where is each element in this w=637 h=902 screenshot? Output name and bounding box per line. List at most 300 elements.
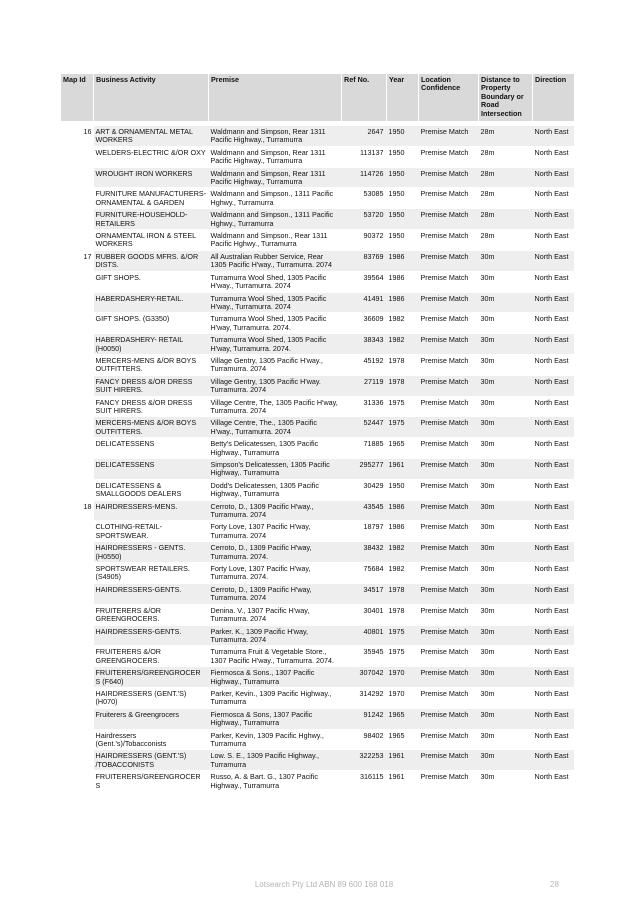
ref-no-cell: 295277: [342, 459, 387, 480]
distance-cell: 28m: [479, 126, 533, 146]
map-id-cell: [61, 542, 94, 563]
map-id-cell: [61, 563, 94, 584]
year-cell: 1978: [387, 354, 419, 375]
map-id-cell: [61, 292, 94, 313]
direction-cell: North East: [533, 230, 574, 251]
year-cell: 1986: [387, 521, 419, 542]
direction-cell: North East: [533, 563, 574, 584]
distance-cell: 30m: [479, 459, 533, 480]
table-row: [61, 604, 574, 625]
business-activity-cell: CLOTHING-RETAIL-SPORTSWEAR.: [94, 521, 209, 542]
distance-cell: 30m: [479, 583, 533, 604]
direction-cell: North East: [533, 375, 574, 396]
premise-cell: Parker, Kevin., 1309 Pacific Highway., Turramurra: [209, 687, 342, 708]
ref-no-cell: 322253: [342, 750, 387, 771]
location-confidence-cell: Premise Match: [419, 146, 479, 167]
year-cell: 1950: [387, 479, 419, 500]
direction-cell: North East: [533, 521, 574, 542]
table-row: [61, 542, 574, 563]
ref-no-cell: 75684: [342, 563, 387, 584]
business-activity-cell: FANCY DRESS &/OR DRESS SUIT HIRERS.: [94, 375, 209, 396]
premise-cell: Betty's Delicatessen, 1305 Pacific Highway., Turramurra: [209, 438, 342, 459]
direction-cell: North East: [533, 667, 574, 688]
year-cell: 1950: [387, 146, 419, 167]
header-distance: Distance to Property Boundary or Road Intersection: [479, 74, 533, 121]
business-activity-cell: HABERDASHERY-RETAIL.: [94, 292, 209, 313]
location-confidence-cell: Premise Match: [419, 771, 479, 792]
year-cell: 1950: [387, 126, 419, 146]
table-row: [61, 687, 574, 708]
distance-cell: 30m: [479, 334, 533, 355]
business-activity-cell: FRUITERERS/GREENGROCER S: [94, 771, 209, 792]
business-activity-cell: HAIRDRESSERS-MENS.: [94, 500, 209, 521]
map-id-cell: [61, 334, 94, 355]
ref-no-cell: 2647: [342, 126, 387, 146]
distance-cell: 30m: [479, 667, 533, 688]
year-cell: 1970: [387, 667, 419, 688]
direction-cell: North East: [533, 209, 574, 230]
table-row: [61, 417, 574, 438]
year-cell: 1975: [387, 396, 419, 417]
table-row: [61, 625, 574, 646]
map-id-cell: [61, 708, 94, 729]
direction-cell: North East: [533, 313, 574, 334]
business-activity-cell: SPORTSWEAR RETAILERS. (S4905): [94, 563, 209, 584]
year-cell: 1986: [387, 271, 419, 292]
location-confidence-cell: Premise Match: [419, 459, 479, 480]
premise-cell: Waldmann and Simpson, Rear 1311 Pacific Highway., Turramurra: [209, 146, 342, 167]
ref-no-cell: 43545: [342, 500, 387, 521]
ref-no-cell: 71885: [342, 438, 387, 459]
header-year: Year: [387, 74, 419, 121]
premise-cell: Cerroto, D., 1309 Pacific H'way., Turramurra. 2074: [209, 500, 342, 521]
premise-cell: Village Centre, The, 1305 Pacific H'way, Turramurra. 2074: [209, 396, 342, 417]
map-id-cell: [61, 396, 94, 417]
location-confidence-cell: Premise Match: [419, 521, 479, 542]
year-cell: 1961: [387, 459, 419, 480]
year-cell: 1961: [387, 750, 419, 771]
direction-cell: North East: [533, 146, 574, 167]
ref-no-cell: 39564: [342, 271, 387, 292]
business-activity-cell: DELICATESSENS: [94, 438, 209, 459]
premise-cell: Russo, A. & Bart. G., 1307 Pacific Highway., Turramurra: [209, 771, 342, 792]
direction-cell: North East: [533, 250, 574, 271]
premise-cell: Turramurra Wool Shed, 1305 Pacific H'way., Turramurra. 2074: [209, 271, 342, 292]
direction-cell: North East: [533, 126, 574, 146]
map-id-cell: 16: [61, 126, 94, 146]
ref-no-cell: 314292: [342, 687, 387, 708]
table-row: [61, 250, 574, 271]
table-row: [61, 438, 574, 459]
ref-no-cell: 36609: [342, 313, 387, 334]
distance-cell: 30m: [479, 687, 533, 708]
table-row: [61, 459, 574, 480]
premise-cell: Turramurra Wool Shed, 1305 Pacific H'way, Turramurra. 2074.: [209, 334, 342, 355]
direction-cell: North East: [533, 708, 574, 729]
page-number: 28: [550, 880, 559, 889]
map-id-cell: [61, 313, 94, 334]
map-id-cell: [61, 583, 94, 604]
table-row: [61, 521, 574, 542]
table-row: [61, 292, 574, 313]
map-id-cell: [61, 479, 94, 500]
year-cell: 1975: [387, 417, 419, 438]
direction-cell: North East: [533, 750, 574, 771]
distance-cell: 30m: [479, 250, 533, 271]
business-activity-cell: FURNITURE MANUFACTURERS-ORNAMENTAL & GARDEN: [94, 188, 209, 209]
distance-cell: 30m: [479, 438, 533, 459]
location-confidence-cell: Premise Match: [419, 250, 479, 271]
business-activity-cell: Hairdressers (Gent.'s)/Tobacconists: [94, 729, 209, 750]
location-confidence-cell: Premise Match: [419, 167, 479, 188]
year-cell: 1978: [387, 583, 419, 604]
direction-cell: North East: [533, 292, 574, 313]
distance-cell: 30m: [479, 771, 533, 792]
table-row: [61, 271, 574, 292]
location-confidence-cell: Premise Match: [419, 542, 479, 563]
map-id-cell: [61, 271, 94, 292]
business-activity-cell: FRUITERERS &/OR GREENGROCERS.: [94, 604, 209, 625]
distance-cell: 30m: [479, 479, 533, 500]
map-id-cell: [61, 604, 94, 625]
map-id-cell: [61, 417, 94, 438]
location-confidence-cell: Premise Match: [419, 646, 479, 667]
footer-company: Lotsearch Pty Ltd ABN 89 600 168 018: [254, 880, 394, 889]
map-id-cell: [61, 687, 94, 708]
location-confidence-cell: Premise Match: [419, 313, 479, 334]
header-ref-no: Ref No.: [342, 74, 387, 121]
ref-no-cell: 114726: [342, 167, 387, 188]
location-confidence-cell: Premise Match: [419, 563, 479, 584]
table-row: [61, 396, 574, 417]
premise-cell: Turramurra Wool Shed, 1305 Pacific H'way, Turramurra. 2074.: [209, 313, 342, 334]
direction-cell: North East: [533, 271, 574, 292]
table-row: [61, 500, 574, 521]
year-cell: 1982: [387, 334, 419, 355]
business-directory-table: [60, 74, 574, 792]
map-id-cell: [61, 167, 94, 188]
year-cell: 1950: [387, 188, 419, 209]
map-id-cell: 17: [61, 250, 94, 271]
location-confidence-cell: Premise Match: [419, 417, 479, 438]
table-row: [61, 313, 574, 334]
table-row: [61, 167, 574, 188]
ref-no-cell: 30429: [342, 479, 387, 500]
premise-cell: Forty Love, 1307 Pacific H'way, Turramurra. 2074: [209, 521, 342, 542]
direction-cell: North East: [533, 583, 574, 604]
premise-cell: Waldmann and Simpson., 1311 Pacific Hghwy., Turramurra: [209, 188, 342, 209]
location-confidence-cell: Premise Match: [419, 583, 479, 604]
table-header-row: [61, 74, 574, 121]
business-activity-cell: RUBBER GOODS MFRS. &/OR DISTS.: [94, 250, 209, 271]
table-row: [61, 188, 574, 209]
distance-cell: 30m: [479, 417, 533, 438]
distance-cell: 30m: [479, 646, 533, 667]
premise-cell: Waldmann and Simpson., 1311 Pacific Hghwy., Turramurra: [209, 209, 342, 230]
header-direction: Direction: [533, 74, 574, 121]
business-activity-cell: ORNAMENTAL IRON & STEEL WORKERS: [94, 230, 209, 251]
direction-cell: North East: [533, 396, 574, 417]
map-id-cell: [61, 750, 94, 771]
distance-cell: 28m: [479, 209, 533, 230]
year-cell: 1965: [387, 708, 419, 729]
premise-cell: Waldmann and Simpson, Rear 1311 Pacific Highway., Turramurra: [209, 126, 342, 146]
table-row: [61, 126, 574, 146]
direction-cell: North East: [533, 771, 574, 792]
distance-cell: 30m: [479, 354, 533, 375]
map-id-cell: [61, 209, 94, 230]
premise-cell: Denina. V., 1307 Pacific H'way, Turramurra. 2074: [209, 604, 342, 625]
map-id-cell: [61, 438, 94, 459]
distance-cell: 30m: [479, 375, 533, 396]
table-row: [61, 750, 574, 771]
premise-cell: Low. S. E., 1309 Pacific Highway., Turramurra: [209, 750, 342, 771]
location-confidence-cell: Premise Match: [419, 625, 479, 646]
map-id-cell: [61, 188, 94, 209]
direction-cell: North East: [533, 354, 574, 375]
business-activity-cell: FRUITERERS/GREENGROCER S (F640): [94, 667, 209, 688]
table-row: [61, 146, 574, 167]
distance-cell: 30m: [479, 604, 533, 625]
table-row: [61, 563, 574, 584]
business-activity-cell: HAIRDRESSERS-GENTS.: [94, 583, 209, 604]
header-business-activity: Business Activity: [94, 74, 209, 121]
location-confidence-cell: Premise Match: [419, 354, 479, 375]
table-row: [61, 646, 574, 667]
business-activity-cell: HAIRDRESSERS (GENT.'S) /TOBACCONISTS: [94, 750, 209, 771]
business-activity-cell: MERCERS-MENS &/OR BOYS OUTFITTERS.: [94, 354, 209, 375]
premise-cell: Village Gentry, 1305 Pacific H'way., Turramurra. 2074: [209, 354, 342, 375]
ref-no-cell: 38343: [342, 334, 387, 355]
ref-no-cell: 40801: [342, 625, 387, 646]
location-confidence-cell: Premise Match: [419, 687, 479, 708]
premise-cell: Simpson's Delicatessen, 1305 Pacific Highway,. Turramurra: [209, 459, 342, 480]
ref-no-cell: 30401: [342, 604, 387, 625]
location-confidence-cell: Premise Match: [419, 292, 479, 313]
premise-cell: Turramurra Wool Shed, 1305 Pacific H'way., Turramurra. 2074: [209, 292, 342, 313]
location-confidence-cell: Premise Match: [419, 126, 479, 146]
premise-cell: Waldmann and Simpson., Rear 1311 Pacific Hghwy., Turramurra: [209, 230, 342, 251]
map-id-cell: [61, 729, 94, 750]
year-cell: 1982: [387, 542, 419, 563]
year-cell: 1965: [387, 438, 419, 459]
distance-cell: 30m: [479, 500, 533, 521]
ref-no-cell: 18797: [342, 521, 387, 542]
distance-cell: 30m: [479, 708, 533, 729]
distance-cell: 30m: [479, 271, 533, 292]
business-activity-cell: Fruiterers & Greengrocers: [94, 708, 209, 729]
distance-cell: 28m: [479, 146, 533, 167]
business-activity-cell: FANCY DRESS &/OR DRESS SUIT HIRERS.: [94, 396, 209, 417]
year-cell: 1982: [387, 563, 419, 584]
table-row: [61, 375, 574, 396]
ref-no-cell: 53720: [342, 209, 387, 230]
direction-cell: North East: [533, 542, 574, 563]
year-cell: 1982: [387, 313, 419, 334]
direction-cell: North East: [533, 417, 574, 438]
distance-cell: 28m: [479, 230, 533, 251]
business-activity-cell: FURNITURE-HOUSEHOLD-RETAILERS: [94, 209, 209, 230]
location-confidence-cell: Premise Match: [419, 708, 479, 729]
business-activity-cell: MERCERS-MENS &/OR BOYS OUTFITTERS.: [94, 417, 209, 438]
map-id-cell: [61, 375, 94, 396]
business-activity-cell: HAIRDRESSERS - GENTS. (H0550): [94, 542, 209, 563]
header-map-id: Map Id: [61, 74, 94, 121]
business-activity-cell: DELICATESSENS & SMALLGOODS DEALERS: [94, 479, 209, 500]
ref-no-cell: 316115: [342, 771, 387, 792]
map-id-cell: [61, 146, 94, 167]
year-cell: 1978: [387, 375, 419, 396]
business-activity-cell: ART & ORNAMENTAL METAL WORKERS: [94, 126, 209, 146]
location-confidence-cell: Premise Match: [419, 375, 479, 396]
header-location-confidence: Location Confidence: [419, 74, 479, 121]
map-id-cell: 18: [61, 500, 94, 521]
year-cell: 1986: [387, 500, 419, 521]
ref-no-cell: 91242: [342, 708, 387, 729]
premise-cell: Cerroto, D., 1309 Pacific H'way, Turramurra. 2074.: [209, 542, 342, 563]
distance-cell: 28m: [479, 188, 533, 209]
table-row: [61, 354, 574, 375]
map-id-cell: [61, 459, 94, 480]
table-row: [61, 708, 574, 729]
location-confidence-cell: Premise Match: [419, 396, 479, 417]
year-cell: 1961: [387, 771, 419, 792]
direction-cell: North East: [533, 167, 574, 188]
table-row: [61, 209, 574, 230]
table-row: [61, 230, 574, 251]
premise-cell: Fiermosca & Sons, 1307 Pacific Highway., Turramurra: [209, 708, 342, 729]
business-activity-cell: FRUITERERS &/OR GREENGROCERS.: [94, 646, 209, 667]
distance-cell: 30m: [479, 542, 533, 563]
ref-no-cell: 31336: [342, 396, 387, 417]
business-activity-cell: HAIRDRESSERS (GENT.'S) (H070): [94, 687, 209, 708]
map-id-cell: [61, 667, 94, 688]
location-confidence-cell: Premise Match: [419, 209, 479, 230]
direction-cell: North East: [533, 479, 574, 500]
business-activity-cell: GIFT SHOPS.: [94, 271, 209, 292]
ref-no-cell: 98402: [342, 729, 387, 750]
year-cell: 1978: [387, 604, 419, 625]
ref-no-cell: 307042: [342, 667, 387, 688]
direction-cell: North East: [533, 438, 574, 459]
map-id-cell: [61, 230, 94, 251]
direction-cell: North East: [533, 729, 574, 750]
location-confidence-cell: Premise Match: [419, 667, 479, 688]
premise-cell: Cerroto, D., 1309 Pacific H'way, Turramurra. 2074: [209, 583, 342, 604]
distance-cell: 30m: [479, 625, 533, 646]
year-cell: 1986: [387, 292, 419, 313]
distance-cell: 30m: [479, 750, 533, 771]
distance-cell: 30m: [479, 521, 533, 542]
table-row: [61, 479, 574, 500]
year-cell: 1975: [387, 646, 419, 667]
direction-cell: North East: [533, 646, 574, 667]
year-cell: 1975: [387, 625, 419, 646]
premise-cell: Turramurra Fruit & Vegetable Store., 1307 Pacific H'way., Turramurra. 2074.: [209, 646, 342, 667]
location-confidence-cell: Premise Match: [419, 230, 479, 251]
table-row: [61, 667, 574, 688]
distance-cell: 30m: [479, 729, 533, 750]
direction-cell: North East: [533, 334, 574, 355]
premise-cell: Village Gentry, 1305 Pacific H'way. Turramurra. 2074: [209, 375, 342, 396]
distance-cell: 30m: [479, 563, 533, 584]
premise-cell: Forty Love, 1307 Pacific H'way, Turramurra. 2074.: [209, 563, 342, 584]
location-confidence-cell: Premise Match: [419, 729, 479, 750]
ref-no-cell: 27119: [342, 375, 387, 396]
business-activity-cell: WROUGHT IRON WORKERS: [94, 167, 209, 188]
map-id-cell: [61, 521, 94, 542]
location-confidence-cell: Premise Match: [419, 438, 479, 459]
ref-no-cell: 52447: [342, 417, 387, 438]
premise-cell: Dodd's Delicatessen, 1305 Pacific Highway., Turramurra: [209, 479, 342, 500]
location-confidence-cell: Premise Match: [419, 604, 479, 625]
premise-cell: All Australian Rubber Service, Rear 1305 Pacific H'way., Turramurra. 2074: [209, 250, 342, 271]
premise-cell: Parker. K., 1309 Pacific H'way, Turramurra. 2074: [209, 625, 342, 646]
map-id-cell: [61, 646, 94, 667]
year-cell: 1986: [387, 250, 419, 271]
business-activity-cell: GIFT SHOPS. (G3350): [94, 313, 209, 334]
distance-cell: 30m: [479, 313, 533, 334]
distance-cell: 28m: [479, 167, 533, 188]
ref-no-cell: 38432: [342, 542, 387, 563]
location-confidence-cell: Premise Match: [419, 479, 479, 500]
distance-cell: 30m: [479, 396, 533, 417]
premise-cell: Fiermosca & Sons., 1307 Pacific Highway., Turramurra: [209, 667, 342, 688]
table-row: [61, 771, 574, 792]
table-row: [61, 583, 574, 604]
ref-no-cell: 53085: [342, 188, 387, 209]
table-body: [61, 121, 574, 792]
ref-no-cell: 41491: [342, 292, 387, 313]
year-cell: 1970: [387, 687, 419, 708]
ref-no-cell: 45192: [342, 354, 387, 375]
premise-cell: Parker, Kevin, 1309 Pacific Hghwy., Turramurra: [209, 729, 342, 750]
premise-cell: Waldmann and Simpson, Rear 1311 Pacific Highway., Turramurra: [209, 167, 342, 188]
direction-cell: North East: [533, 687, 574, 708]
year-cell: 1950: [387, 167, 419, 188]
map-id-cell: [61, 771, 94, 792]
header-premise: Premise: [209, 74, 342, 121]
ref-no-cell: 83769: [342, 250, 387, 271]
direction-cell: North East: [533, 604, 574, 625]
location-confidence-cell: Premise Match: [419, 334, 479, 355]
business-activity-cell: WELDERS-ELECTRIC &/OR OXY: [94, 146, 209, 167]
location-confidence-cell: Premise Match: [419, 188, 479, 209]
ref-no-cell: 34517: [342, 583, 387, 604]
year-cell: 1950: [387, 209, 419, 230]
location-confidence-cell: Premise Match: [419, 271, 479, 292]
location-confidence-cell: Premise Match: [419, 500, 479, 521]
ref-no-cell: 90372: [342, 230, 387, 251]
table-row: [61, 729, 574, 750]
business-activity-cell: DELICATESSENS: [94, 459, 209, 480]
business-activity-cell: HABERDASHERY- RETAIL (H0050): [94, 334, 209, 355]
ref-no-cell: 113137: [342, 146, 387, 167]
table-row: [61, 334, 574, 355]
map-id-cell: [61, 354, 94, 375]
business-activity-cell: HAIRDRESSERS-GENTS.: [94, 625, 209, 646]
direction-cell: North East: [533, 459, 574, 480]
distance-cell: 30m: [479, 292, 533, 313]
direction-cell: North East: [533, 188, 574, 209]
year-cell: 1950: [387, 230, 419, 251]
premise-cell: Village Centre, The., 1305 Pacific H'way., Turramurra. 2074: [209, 417, 342, 438]
year-cell: 1965: [387, 729, 419, 750]
direction-cell: North East: [533, 500, 574, 521]
direction-cell: North East: [533, 625, 574, 646]
location-confidence-cell: Premise Match: [419, 750, 479, 771]
map-id-cell: [61, 625, 94, 646]
